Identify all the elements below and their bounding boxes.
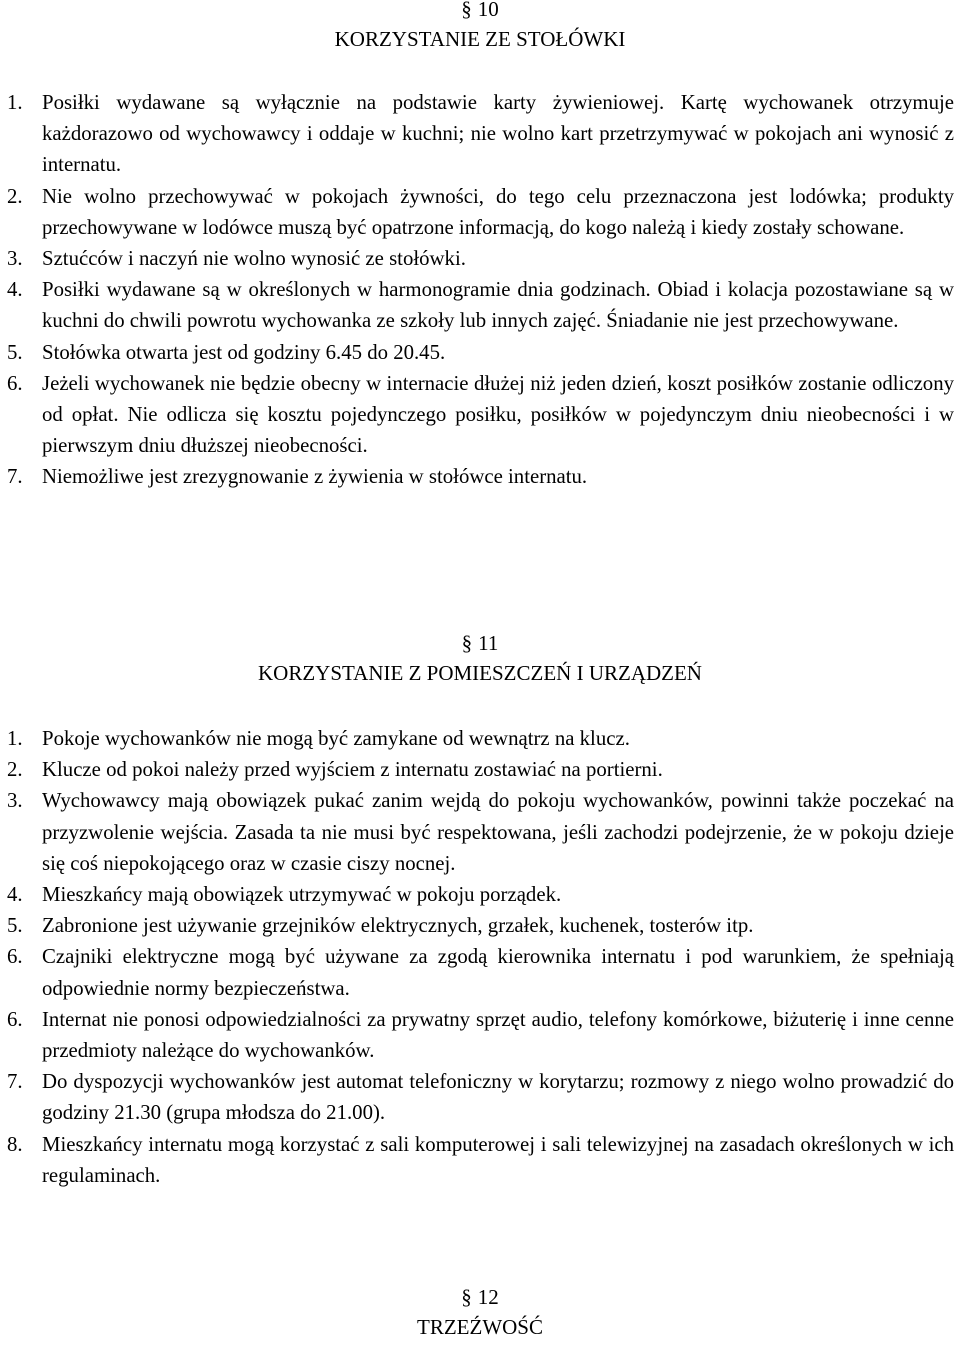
list-item: 6. Jeżeli wychowanek nie będzie obecny w internacie dłużej niż jeden dzień, koszt posiłków zostanie odliczony od opłat. Nie odlicza się kosztu pojedynczego posiłku, posiłków w pojedynczym dniu nieobecności i w pierwszym dniu dłuższej nieobecności. <box>7 371 954 458</box>
section-10-list <box>0 87 960 493</box>
section-title: KORZYSTANIE Z POMIESZCZEŃ I URZĄDZEŃ <box>258 661 702 685</box>
list-item: 7. Do dyspozycji wychowanków jest automat telefoniczny w korytarzu; rozmowy z niego wolno prowadzić do godziny 21.30 (grupa młodsza do 21.00). <box>7 1070 954 1125</box>
section-number: § 11 <box>0 628 960 658</box>
section-11 <box>0 628 960 688</box>
list-item: 1. Pokoje wychowanków nie mogą być zamykane od wewnątrz na klucz. <box>7 727 630 750</box>
paragraph-sign-icon: § <box>461 1285 472 1309</box>
section-10 <box>0 0 960 54</box>
list-item: 6. Internat nie ponosi odpowiedzialności za prywatny sprzęt audio, telefony komórkowe, biżuterię i inne cenne przedmioty należące do wychowanków. <box>7 1007 954 1063</box>
section-number: § 12 <box>0 1282 960 1312</box>
list-item: 6. Czajniki elektryczne mogą być używane za zgodą kierownika internatu i pod warunkiem, że spełniają odpowiednie normy bezpieczeństwa. <box>7 945 954 1000</box>
list-item: 8. Mieszkańcy internatu mogą korzystać z sali komputerowej i sali telewizyjnej na zasadach określonych w ich regulaminach. <box>7 1132 954 1187</box>
section-11-list <box>0 723 960 1191</box>
list-item: 4. Posiłki wydawane są w określonych w harmonogramie dnia godzinach. Obiad i kolacja pozostawiane są w kuchni do chwili powrotu wychowanka ze szkoły lub innych zajęć. Śniadanie nie jest przechowywane. <box>7 278 954 333</box>
list-item: 2. Klucze od pokoi należy przed wyjściem z internatu zostawiać na portierni. <box>7 758 663 782</box>
section-12 <box>0 1282 960 1342</box>
list-item: 7. Niemożliwe jest zrezygnowanie z żywienia w stołówce internatu. <box>7 465 588 489</box>
section-title: KORZYSTANIE ZE STOŁÓWKI <box>334 27 626 51</box>
list-item: 4. Mieszkańcy mają obowiązek utrzymywać w pokoju porządek. <box>7 883 562 907</box>
paragraph-sign-icon: § <box>461 0 472 21</box>
list-item: 5. Stołówka otwarta jest od godziny 6.45 do 20.45. <box>7 340 446 364</box>
list-item: 3. Wychowawcy mają obowiązek pukać zanim wejdą do pokoju wychowanków, powinni także poczekać na przyzwolenie wejścia. Zasada ta nie musi być respektowana, jeśli zachodzi podejrzenie, że w pokoju dzieje się coś niepokojącego oraz w czasie ciszy nocnej. <box>7 789 954 875</box>
paragraph-sign-icon: § <box>461 631 473 655</box>
list-item: 5. Zabronione jest używanie grzejników elektrycznych, grzałek, kuchenek, tosterów itp. <box>7 914 754 938</box>
list-item: 3. Sztućców i naczyń nie wolno wynosić ze stołówki. <box>7 247 466 271</box>
list-item: 1. Posiłki wydawane są wyłącznie na podstawie karty żywieniowej. Kartę wychowanek otrzymuje każdorazowo od wychowawcy i oddaje w kuchni; nie wolno kart przetrzymywać w pokojach ani wynosić z internatu. <box>7 91 954 177</box>
list-item: 2. Nie wolno przechowywać w pokojach żywności, do tego celu przeznaczona jest lodówka; produkty przechowywane w lodówce muszą być opatrzone informacją, do kogo należą i kiedy zostały schowane. <box>7 184 954 239</box>
section-title: TRZEŹWOŚĆ <box>417 1315 543 1339</box>
section-number: § 10 <box>0 0 960 24</box>
